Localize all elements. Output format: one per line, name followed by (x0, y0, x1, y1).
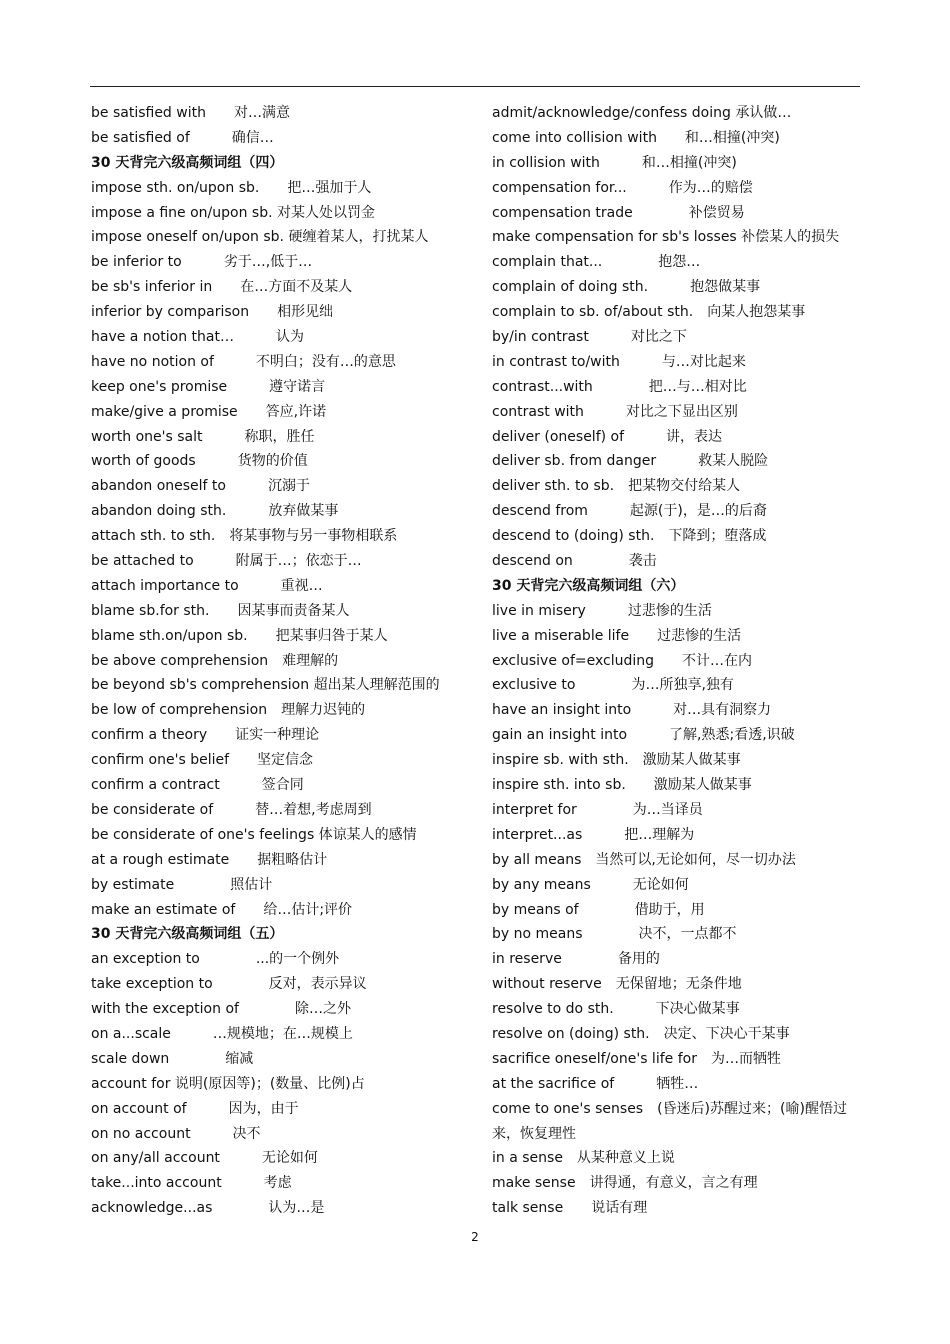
section-heading: 30 天背完六级高频词组（四） (91, 154, 284, 171)
phrase-entry: impose a fine on/upon sb. 对某人处以罚金 (91, 204, 376, 221)
phrase-entry: inspire sb. with sth. 激励某人做某事 (492, 752, 741, 769)
phrase-entry: complain to sb. of/about sth. 向某人抱怨某事 (492, 304, 806, 321)
section-heading: 30 天背完六级高频词组（五） (91, 926, 284, 943)
phrase-entry: keep one's promise 遵守诺言 (91, 378, 326, 395)
phrase-entry: attach importance to 重视… (91, 577, 323, 594)
phrase-entry: interpret...as 把…理解为 (492, 826, 695, 843)
phrase-entry: have an insight into 对…具有洞察力 (492, 702, 772, 719)
phrase-entry: without reserve 无保留地；无条件地 (492, 976, 742, 993)
phrase-entry: attach sth. to sth. 将某事物与另一事物相联系 (91, 528, 398, 545)
phrase-entry: in a sense 从某种意义上说 (492, 1150, 675, 1167)
phrase-entry: make sense 讲得通，有意义，言之有理 (492, 1175, 758, 1192)
phrase-entry: by any means 无论如何 (492, 876, 689, 893)
phrase-entry: be satisfied with 对…满意 (91, 105, 290, 121)
phrase-entry: impose oneself on/upon sb. 硬缠着某人，打扰某人 (91, 229, 429, 246)
phrase-entry: be low of comprehension 理解力迟钝的 (91, 702, 366, 719)
phrase-entry: deliver sb. from danger 救某人脱险 (492, 453, 769, 470)
phrase-entry: at a rough estimate 据粗略估计 (91, 851, 328, 868)
phrase-entry: confirm a contract 签合同 (91, 777, 304, 794)
phrase-entry: scale down 缩减 (91, 1050, 254, 1067)
phrase-entry: on any/all account 无论如何 (91, 1150, 318, 1167)
phrase-entry: by means of 借助于，用 (492, 901, 705, 918)
phrase-entry: live in misery 过悲惨的生活 (492, 602, 712, 619)
phrase-entry: gain an insight into 了解,熟悉;看透,识破 (492, 727, 795, 744)
phrase-entry: be above comprehension 难理解的 (91, 652, 339, 669)
phrase-entry: by no means 决不，一点都不 (492, 926, 737, 943)
phrase-entry: compensation trade 补偿贸易 (492, 204, 745, 221)
phrase-entry: confirm one's belief 坚定信念 (91, 752, 314, 769)
phrase-entry: abandon doing sth. 放弃做某事 (91, 503, 339, 520)
phrase-entry: with the exception of 除…之外 (91, 1001, 351, 1018)
phrase-entry: acknowledge...as 认为…是 (91, 1200, 325, 1217)
phrase-entry: complain that... 抱怨… (492, 254, 701, 271)
header-rule (90, 86, 860, 87)
phrase-entry: deliver (oneself) of 讲，表达 (492, 428, 723, 445)
phrase-entry: make compensation for sb's losses 补偿某人的损失 (492, 229, 840, 246)
phrase-entry: account for 说明(原因等)；(数量、比例)占 (91, 1075, 365, 1092)
phrase-entry: admit/acknowledge/confess doing 承认做… (492, 105, 792, 121)
phrase-entry: descend from 起源(于)，是…的后裔 (492, 503, 767, 520)
phrase-entry: on account of 因为，由于 (91, 1100, 299, 1117)
phrase-entry: be sb's inferior in 在…方面不及某人 (91, 279, 353, 296)
phrase-entry: live a miserable life 过悲惨的生活 (492, 627, 742, 644)
section-heading: 30 天背完六级高频词组（六） (492, 577, 685, 594)
phrase-entry: worth of goods 货物的价值 (91, 453, 308, 470)
phrase-entry: resolve to do sth. 下决心做某事 (492, 1001, 740, 1018)
phrase-entry: on a...scale …规模地；在…规模上 (91, 1025, 353, 1042)
phrase-entry: be considerate of one's feelings 体谅某人的感情 (91, 826, 417, 843)
phrase-entry: be beyond sb's comprehension 超出某人理解范围的 (91, 677, 440, 694)
phrase-entry: exclusive to 为…所独享,独有 (492, 677, 734, 694)
phrase-entry: resolve on (doing) sth. 决定、下决心干某事 (492, 1025, 790, 1042)
phrase-entry: talk sense 说话有理 (492, 1200, 648, 1217)
phrase-entry: contrast with 对比之下显出区别 (492, 403, 738, 420)
phrase-entry: have a notion that… 认为 (91, 329, 304, 346)
phrase-entry: interpret for 为…当译员 (492, 801, 703, 818)
phrase-entry: confirm a theory 证实一种理论 (91, 727, 320, 744)
phrase-entry: exclusive of=excluding 不计…在内 (492, 652, 753, 669)
phrase-entry: blame sth.on/upon sb. 把某事归咎于某人 (91, 627, 388, 644)
phrase-entry: inferior by comparison 相形见绌 (91, 304, 334, 321)
phrase-entry: sacrifice oneself/one's life for 为…而牺牲 (492, 1050, 781, 1067)
phrase-entry: take exception to 反对，表示异议 (91, 976, 367, 993)
left-column (91, 101, 471, 1221)
phrase-entry: by all means 当然可以,无论如何，尽一切办法 (492, 851, 796, 868)
phrase-entry: compensation for... 作为…的赔偿 (492, 179, 753, 196)
phrase-entry: have no notion of 不明白；没有…的意思 (91, 353, 396, 370)
phrase-entry: be attached to 附属于…；依恋于… (91, 553, 362, 570)
phrase-entry: be considerate of 替…着想,考虑周到 (91, 801, 372, 818)
phrase-entry: come into collision with 和…相撞(冲突) (492, 129, 780, 146)
right-column (492, 101, 862, 1221)
phrase-entry: abandon oneself to 沉溺于 (91, 478, 310, 495)
phrase-entry: blame sb.for sth. 因某事而责备某人 (91, 602, 350, 619)
page-number: 2 (471, 1230, 479, 1244)
phrase-entry: in reserve 备用的 (492, 951, 660, 968)
phrase-entry: make/give a promise 答应,许诺 (91, 403, 327, 420)
phrase-entry: make an estimate of 给…估计;评价 (91, 901, 353, 918)
phrase-entry: worth one's salt 称职，胜任 (91, 428, 315, 445)
phrase-entry: by estimate 照估计 (91, 876, 273, 893)
phrase-entry: inspire sth. into sb. 激励某人做某事 (492, 777, 752, 794)
phrase-entry: on no account 决不 (91, 1125, 261, 1142)
phrase-entry: by/in contrast 对比之下 (492, 329, 687, 346)
phrase-entry: contrast...with 把…与…相对比 (492, 378, 747, 395)
phrase-entry: be inferior to 劣于…,低于… (91, 254, 313, 271)
phrase-entry: come to one's senses (昏迷后)苏醒过来；(喻)醒悟过来，恢复理性 (492, 1100, 847, 1142)
phrase-entry: take...into account 考虑 (91, 1175, 292, 1192)
phrase-entry: in collision with 和…相撞(冲突) (492, 154, 737, 171)
phrase-entry: be satisfied of 确信… (91, 129, 274, 146)
phrase-entry: deliver sth. to sb. 把某物交付给某人 (492, 478, 741, 495)
phrase-entry: descend to (doing) sth. 下降到；堕落成 (492, 528, 767, 545)
phrase-entry: complain of doing sth. 抱怨做某事 (492, 279, 761, 296)
phrase-entry: descend on 袭击 (492, 553, 657, 570)
phrase-entry: at the sacrifice of 牺牲… (492, 1075, 699, 1092)
phrase-entry: impose sth. on/upon sb. 把…强加于人 (91, 179, 372, 196)
phrase-entry: in contrast to/with 与…对比起来 (492, 353, 746, 370)
phrase-entry: an exception to ...的一个例外 (91, 951, 340, 968)
